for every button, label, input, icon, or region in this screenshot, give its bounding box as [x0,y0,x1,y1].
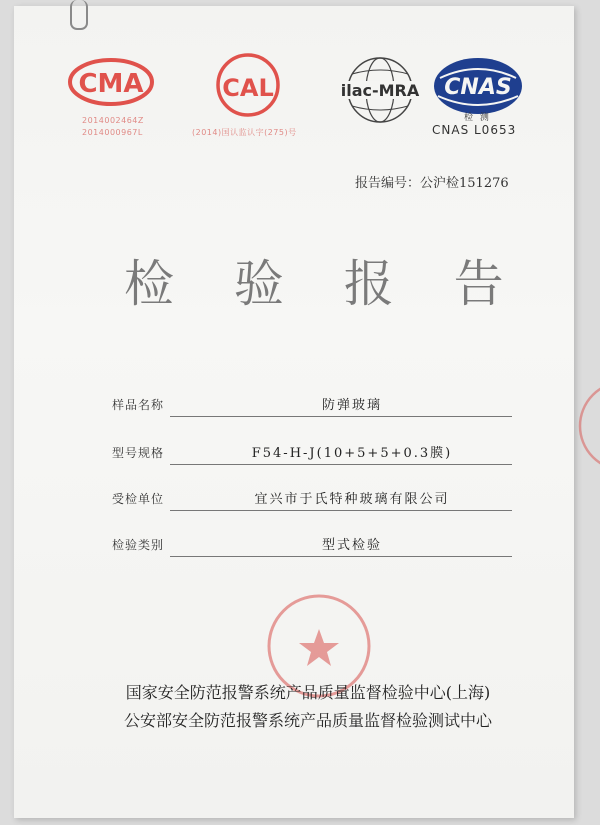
field-value: 防弹玻璃 [321,398,382,413]
field-row-inspection-type [112,534,522,560]
field-value: 型式检验 [321,538,382,553]
report-number: 报告编号：公沪检151276 [355,176,509,191]
underline [170,510,512,511]
cnas-code: CNAS L0653 [432,123,517,137]
field-value: F54-H-J(10+5+5+0.3膜) [251,446,453,461]
institution-name-2: 公安部安全防范报警系统产品质量监督检验测试中心 [123,711,492,730]
field-label: 型号规格 [112,446,165,460]
cma-logo [66,56,156,116]
report-page [14,6,574,818]
partial-seal [574,376,600,480]
field-value: 宜兴市于氏特种玻璃有限公司 [254,492,450,507]
cma-code-1: 2014002464Z [82,116,144,125]
cnas-sub: 检 测 [464,113,491,123]
cma-mark: CMA [78,69,144,99]
paper-clip [70,0,88,30]
cal-logo [210,52,286,122]
ilac-mra-logo [332,50,428,134]
field-label: 样品名称 [112,398,165,412]
underline [170,416,512,417]
cal-mark: CAL [222,74,274,102]
underline [170,556,512,557]
field-label: 受检单位 [112,492,165,506]
field-row-sample-name [112,394,522,420]
cnas-mark: CNAS [444,75,512,100]
field-row-model-spec [112,442,522,468]
field-label: 检验类别 [112,538,165,552]
field-row-inspected-unit [112,488,522,514]
institution-name-1: 国家安全防范报警系统产品质量监督检验中心(上海) [125,683,491,702]
star-icon [299,629,339,666]
underline [170,464,512,465]
cma-code-2: 2014000967L [82,128,143,137]
cal-caption: (2014)国认监认字(275)号 [192,128,297,137]
ilac-mark: ilac-MRA [340,81,420,100]
document-title: 检 验 报 告 [124,255,526,313]
